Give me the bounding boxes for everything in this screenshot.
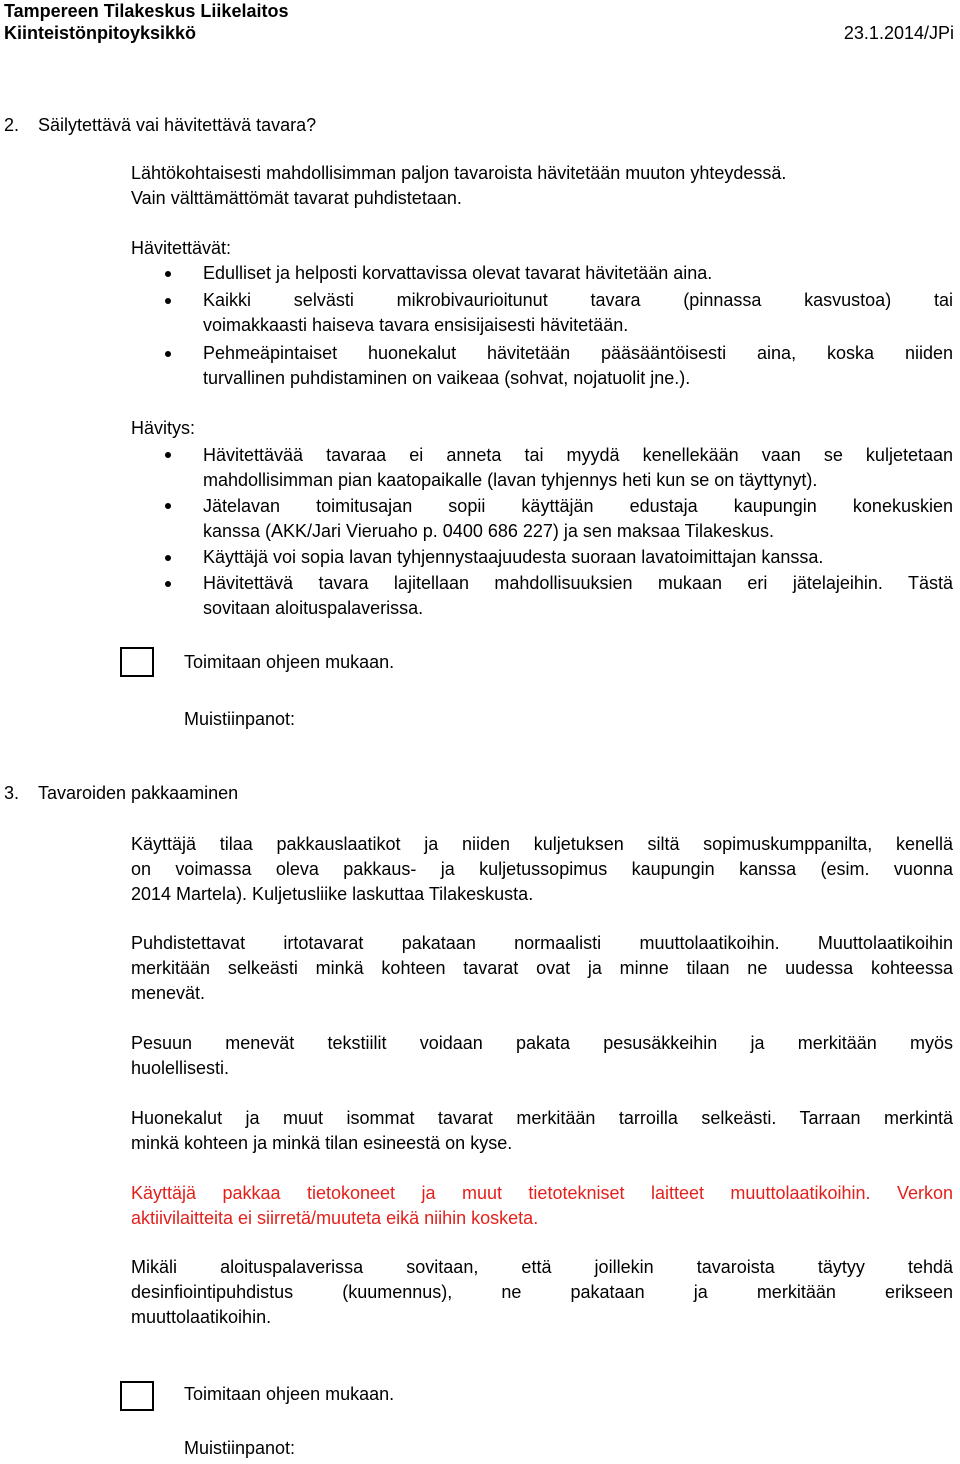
follow-instructions-checkbox-2[interactable] <box>120 1381 154 1411</box>
paragraph-4-line-2: minkä kohteen ja minkä tilan esineestä on kyse. <box>131 1133 513 1153</box>
section-2-number: 2. <box>4 115 20 135</box>
paragraph-1-line-1: Käyttäjä tilaa pakkauslaatikot ja niiden kuljetuksen siltä sopimuskumppanilta, kenellä <box>131 834 953 854</box>
havitettavat-item-2-line-2: voimakkaasti haiseva tavara ensisijaisesti hävitetään. <box>203 315 629 335</box>
bullet-icon <box>165 271 171 277</box>
follow-instructions-checkbox[interactable] <box>120 647 154 677</box>
havitys-item-4-line-1: Hävitettävä tavara lajitellaan mahdollisuuksien mukaan eri jätelajeihin. Tästä <box>203 573 953 593</box>
havitys-heading: Hävitys: <box>131 418 196 438</box>
organization-name: Tampereen Tilakeskus Liikelaitos <box>4 1 289 21</box>
bullet-icon <box>165 555 171 561</box>
havitettavat-item-3-line-1: Pehmeäpintaiset huonekalut hävitetään pääsääntöisesti aina, koska niiden <box>203 343 953 363</box>
section-2-intro-line-2: Vain välttämättömät tavarat puhdistetaan. <box>131 188 462 208</box>
paragraph-2-line-2: merkitään selkeästi minkä kohteen tavarat ovat ja minne tilaan ne uudessa kohteessa <box>131 958 953 978</box>
paragraph-6-line-2: desinfiointipuhdistus (kuumennus), ne pakataan ja merkitään erikseen <box>131 1282 953 1302</box>
havitettavat-heading: Hävitettävät: <box>131 238 232 258</box>
havitys-item-4-line-2: sovitaan aloituspalaverissa. <box>203 598 424 618</box>
section-3-title: Tavaroiden pakkaaminen <box>38 783 239 803</box>
paragraph-6-line-1: Mikäli aloituspalaverissa sovitaan, että joillekin tavaroista täytyy tehdä <box>131 1257 953 1277</box>
havitys-item-1-line-1: Hävitettävää tavaraa ei anneta tai myydä kenellekään vaan se kuljetetaan <box>203 445 953 465</box>
havitys-item-3: Käyttäjä voi sopia lavan tyhjennystaajuudesta suoraan lavatoimittajan kanssa. <box>203 547 824 567</box>
bullet-icon <box>165 298 171 304</box>
unit-name: Kiinteistönpitoyksikkö <box>4 23 197 43</box>
follow-instructions-label: Toimitaan ohjeen mukaan. <box>184 652 395 672</box>
havitys-item-2-line-1: Jätelavan toimitusajan sopii käyttäjän edustaja kaupungin konekuskien <box>203 496 953 516</box>
date-reference: 23.1.2014/JPi <box>843 23 954 43</box>
paragraph-1-line-3: 2014 Martela). Kuljetusliike laskuttaa Tilakeskusta. <box>131 884 534 904</box>
paragraph-2-line-1: Puhdistettavat irtotavarat pakataan normaalisti muuttolaatikoihin. Muuttolaatikoihin <box>131 933 953 953</box>
notes-label-2: Muistiinpanot: <box>184 1438 296 1458</box>
paragraph-1-line-2: on voimassa oleva pakkaus- ja kuljetussopimus kaupungin kanssa (esim. vuonna <box>131 859 953 879</box>
havitys-item-2-line-2: kanssa (AKK/Jari Vieruaho p. 0400 686 227) ja sen maksaa Tilakeskus. <box>203 521 774 541</box>
section-2-title: Säilytettävä vai hävitettävä tavara? <box>38 115 317 135</box>
bullet-icon <box>165 503 171 509</box>
bullet-icon <box>165 452 171 458</box>
paragraph-3-line-1: Pesuun menevät tekstiilit voidaan pakata pesusäkkeihin ja merkitään myös <box>131 1033 953 1053</box>
follow-instructions-label-2: Toimitaan ohjeen mukaan. <box>184 1384 395 1404</box>
section-2-intro-line-1: Lähtökohtaisesti mahdollisimman paljon tavaroista hävitetään muuton yhteydessä. <box>131 163 787 183</box>
havitettavat-item-3-line-2: turvallinen puhdistaminen on vaikeaa (sohvat, nojatuolit jne.). <box>203 368 691 388</box>
warning-paragraph-line-1: Käyttäjä pakkaa tietokoneet ja muut tietotekniset laitteet muuttolaatikoihin. Verkon <box>131 1183 953 1203</box>
warning-paragraph-line-2: aktiivilaitteita ei siirretä/muuteta eikä niihin kosketa. <box>131 1208 539 1228</box>
bullet-icon <box>165 351 171 357</box>
havitettavat-item-1: Edulliset ja helposti korvattavissa olevat tavarat hävitetään aina. <box>203 263 713 283</box>
paragraph-2-line-3: menevät. <box>131 983 206 1003</box>
section-3-number: 3. <box>4 783 20 803</box>
paragraph-4-line-1: Huonekalut ja muut isommat tavarat merkitään tarroilla selkeästi. Tarraan merkintä <box>131 1108 953 1128</box>
paragraph-6-line-3: muuttolaatikoihin. <box>131 1307 272 1327</box>
havitettavat-item-2-line-1: Kaikki selvästi mikrobivaurioitunut tavara (pinnassa kasvustoa) tai <box>203 290 953 310</box>
havitys-item-1-line-2: mahdollisimman pian kaatopaikalle (lavan tyhjennys heti kun se on täyttynyt). <box>203 470 818 490</box>
paragraph-3-line-2: huolellisesti. <box>131 1058 230 1078</box>
notes-label: Muistiinpanot: <box>184 709 296 729</box>
bullet-icon <box>165 581 171 587</box>
